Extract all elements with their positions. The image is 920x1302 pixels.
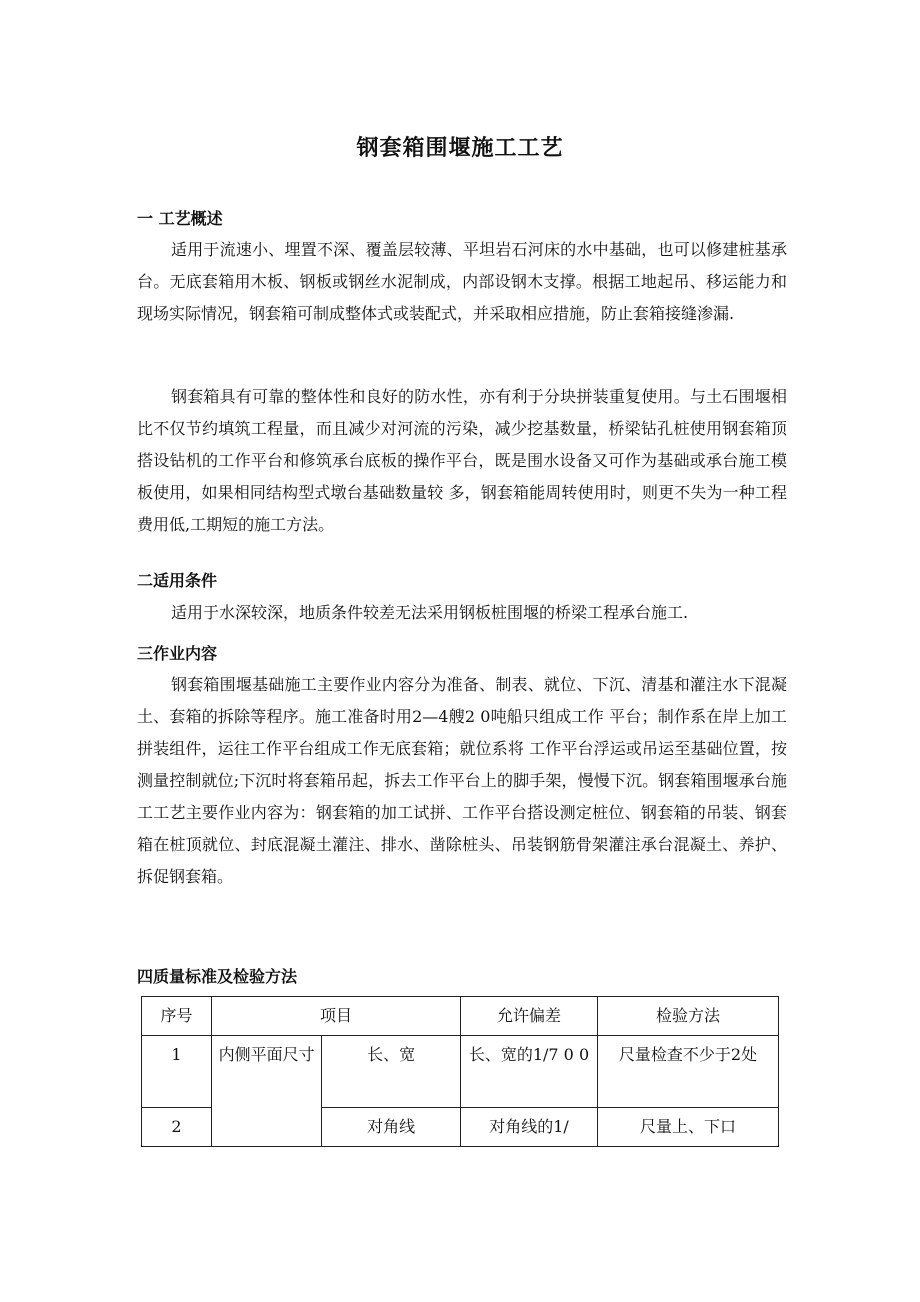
table-header-row: [142, 997, 779, 1036]
row-1-no: 1: [142, 1036, 212, 1108]
row-2-method: 尺量上、下口: [598, 1108, 779, 1147]
section-heading-work-content: 三作业内容: [137, 644, 218, 663]
row-2-tolerance: 对角线的1/: [461, 1108, 598, 1147]
section-heading-conditions: 二适用条件: [137, 571, 218, 590]
paragraph-overview-2: 钢套箱具有可靠的整体性和良好的防水性，亦有利于分块拼装重复使用。与土石围堰相比不仅节约填筑工程量，而且减少对河流的污染，减少挖基数量，桥梁钻孔桩使用钢套箱顶搭设钻机的工作平台和修筑承台底板的操作平台，既是围水设备又可作为基础或承台施工模板使用，如果相同结构型式墩台基础数量较 多，钢套箱能周转使用时，则更不失为一种工程费用低,工期短的施工方法。: [137, 387, 787, 534]
header-method: 检验方法: [598, 997, 779, 1036]
quality-standards-table: [141, 996, 779, 1147]
row-1-tolerance: 长、宽的1/7 0 0: [461, 1036, 598, 1108]
paragraph-conditions: 适用于水深较深，地质条件较差无法采用钢板桩围堰的桥梁工程承台施工.: [171, 603, 689, 622]
header-item: 项目: [212, 997, 461, 1036]
table-row: [142, 1036, 779, 1108]
group-label-inner-plane-size: 内侧平面尺寸: [212, 1036, 322, 1147]
row-1-item: 长、宽: [322, 1036, 461, 1108]
row-2-item: 对角线: [322, 1108, 461, 1147]
section-heading-quality: 四质量标准及检验方法: [137, 967, 298, 986]
paragraph-overview-1: 适用于流速小、埋置不深、覆盖层较薄、平坦岩石河床的水中基础，也可以修建桩基承台。无底套箱用木板、钢板或钢丝水泥制成，内部设钢木支撑。根据工地起吊、移运能力和现场实际情况，钢套箱可制成整体式或装配式，并采取相应措施，防止套箱接缝渗漏.: [137, 240, 787, 323]
header-tolerance: 允许偏差: [461, 997, 598, 1036]
paragraph-work-content: 钢套箱围堰基础施工主要作业内容分为准备、制表、就位、下沉、清基和灌注水下混凝土、套箱的拆除等程序。施工准备时用2—4艘2 0吨船只组成工作 平台；制作系在岸上加工拼装组件，运往工作平台组成工作无底套箱；就位系将 工作平台浮运或吊运至基础位置，按测量控制就位;下沉时将套箱吊起，拆去工作平台上的脚手架，慢慢下沉。钢套箱围堰承台施工工艺主要作业内容为：钢套箱的加工试拼、工作平台搭设测定桩位、钢套箱的吊装、钢套箱在桩顶就位、封底混凝土灌注、排水、凿除桩头、吊装钢筋骨架灌注承台混凝土、养护、拆促钢套箱。: [137, 675, 787, 886]
document-title: 钢套箱围堰施工工艺: [356, 136, 564, 161]
row-2-no: 2: [142, 1108, 212, 1147]
row-1-method: 尺量检查不少于2处: [598, 1036, 779, 1108]
section-heading-overview: 一 工艺概述: [137, 209, 223, 228]
header-no: 序号: [142, 997, 212, 1036]
